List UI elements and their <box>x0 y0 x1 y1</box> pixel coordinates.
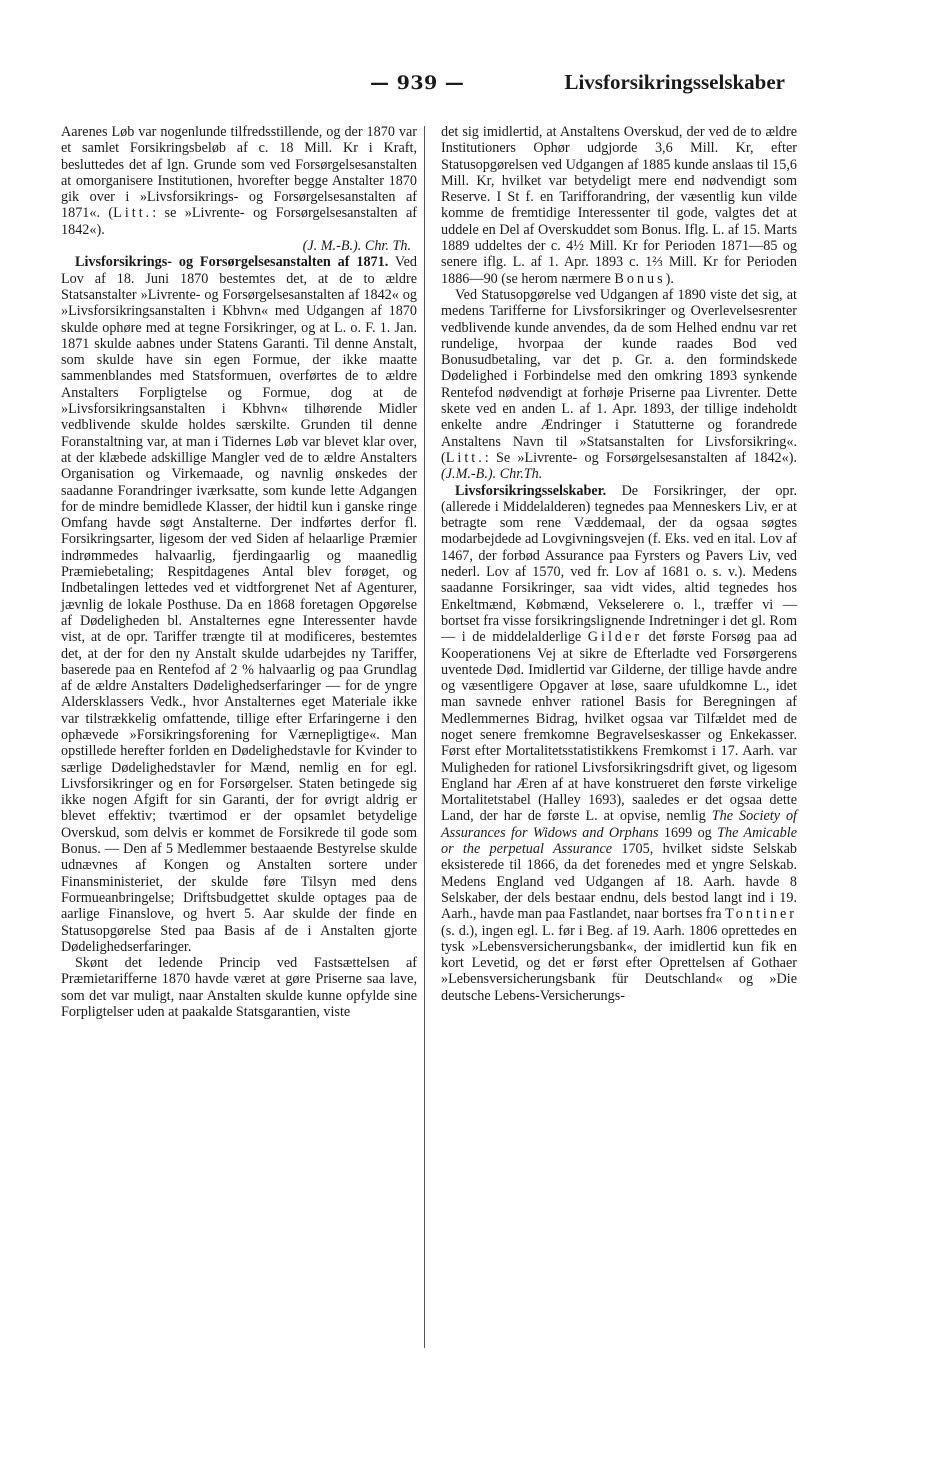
paragraph: det sig imidlertid, at Anstaltens Overskud, der ved de to ældre Institutioners Ophør udgjorde 3,6 Mill. Kr, efter Statusopgørelsen ved Udgangen af 1885 kunde anslaas til 15,6 Mill. Kr, hvilket var betydeligt mere end nødvendigt som Reserve. I St f. en Tarifforandring, der væsentlig kun vilde komme de fremtidige Interessenter til gode, valgtes det at uddele en Del af Overskuddet som Bonus. Iflg. L. af 15. Marts 1889 uddeltes der c. 4½ Mill. Kr for Perioden 1871—85 og senere iflg. L. af 1. Apr. 1893 c. 1⅔ Mill. Kr for Perioden 1886—90 (se herom nærmere Bonus). <box>441 124 797 287</box>
entry: Livsforsikrings- og Forsørgelsesanstalten af 1871. Ved Lov af 18. Juni 1870 bestemtes det, at de to ældre Statsanstalter »Livrente- og Forsørgelsesanstalten af 1842« og »Livsforsikringsanstalten i Kbhvn« med Udgangen af 1870 skulde ophøre med at tegne Forsikringer, og at L. o. F. 1. Jan. 1871 skulde aabnes under Statens Garanti. Til denne Anstalt, som skulde have sin egen Formue, der ikke maatte sammenblandes med Statsformuen, overførtes de to ældre Anstalters Forpligtelse og Formue, dog at de »Livsforsikringsanstalten i Kbhvn« tilhørende Midler vedblivende skulde holdes særskilte. Grunden til denne Foranstaltning var, at man i Tidernes Løb var blevet klar over, at der klæbede adskillige Mangler ved de to ældre Anstalters Organisation og Virkemaade, og navnlig ønskedes der saadanne Forandringer iværksatte, som kunde lette Adgangen for de mindre bemidlede Klasser, der hidtil kun i ganske ringe Omfang havde søgt Anstalterne. Der indførtes derfor fl. Forsikringsarter, ligesom der ved Siden af helaarlige Præmier indrømmedes halvaarlig, fjerdingaarlig og maanedlig Præmiebetaling; Respitdagenes Antal blev forøget, og Indbetalingen lettedes ved et vidtforgrenet Net af Agenturer, jævnlig de lokale Posthuse. Da en 1868 foretagen Opgørelse af Dødeligheden bl. Anstalternes egne Interessenter havde vist, at de opr. Tariffer trængte til at modificeres, bestemtes det, at der for den ny Anstalt skulde udarbejdes ny Tariffer, baserede paa en Rentefod af 2 % halvaarlig og paa Grundlag af de ældre Anstalters Dødelighedserfaringer — for de yngre Aldersklassers Vedk., hvor Anstalternes eget Materiale ikke var tilstrækkelig omfattende, tillige efter Erfaringerne i den ophævede »Forsikringsforening for Værnepligtige«. Man opstillede herefter forlden en Dødelighedstavle for Kvinder to særlige Dødelighedstavler for Mænd, nemlig en for egl. Livsforsikringer og en for Forsørgelser. Staten betingede sig ikke nogen Afgift for sin Garanti, der for øvrigt aldrig er blevet effektiv; tværtimod er der opsamlet betydelige Overskud, som delvis er kommet de Forsikrede til gode som Bonus. — Den af 5 Medlemmer bestaaende Bestyrelse skulde udnævnes af Kongen og Anstalten sortere under Finansministeriet, der skulde føre Tilsyn med dens Formueanbringelse; Driftsbudgettet skulde optages paa de aarlige Finanslove, og hvert 5. Aar skulde der finde en Statusopgørelse Sted paa Basis af de i Anstalten gjorte Dødelighedserfaringer. <box>61 254 417 955</box>
entry-headword: Livsforsikrings- og Forsørgelsesanstalten af 1871. <box>75 254 389 271</box>
entry-headword: Livsforsikringsselskaber. <box>455 482 607 499</box>
signature: (J. M.-B.). Chr. Th. <box>302 238 411 255</box>
page-header <box>370 70 785 104</box>
left-column <box>61 124 417 1020</box>
running-title: Livsforsikringsselskaber <box>564 70 785 94</box>
signature: (J.M.-B.). Chr.Th. <box>441 466 543 483</box>
column-divider <box>424 126 425 1348</box>
paragraph: Ved Statusopgørelse ved Udgangen af 1890 viste det sig, at medens Tarifferne for Livsforsikringer og Overlevelsesrenter vedblivende kunde anvendes, da de som Helhed endnu var ret rundelige, hvorpaa der kunde raades Bod ved Bonusudbetaling, var det p. Gr. a. den formindskede Dødelighed i Forbindelse med den omkring 1893 synkende Rentefod nødvendigt at forhøje Priserne paa Livrenter. Dette skete ved en anden L. af 1. Apr. 1893, der tillige indeholdt enkelte andre Ændringer i Statutterne og forandrede Anstaltens Navn til »Statsanstalten for Livsforsikring«. (Litt.: Se »Livrente- og Forsørgelsesanstalten af 1842«). (J.M.-B.). Chr.Th. <box>441 286 797 483</box>
page-number: — 939 — <box>370 72 465 94</box>
paragraph: Aarenes Løb var nogenlunde tilfredsstillende, og der 1870 var et samlet Forsikringsbeløb af c. 18 Mill. Kr i Kraft, besluttedes det af lgn. Grunde som ved Forsørgelsesanstalten at omorganisere Institutionen, hvorefter begge Anstalter 1870 gik over i »Livsforsikrings- og Forsørgelsesanstalten af 1871«. (Litt.: se »Livrente- og Forsørgelsesanstalten af 1842«). <box>61 124 417 238</box>
right-column <box>441 124 797 1004</box>
paragraph: Skønt det ledende Princip ved Fastsættelsen af Præmietarifferne 1870 havde været at gøre Priserne saa lave, som det var muligt, naar Anstalten skulde kunne opfylde sine Forpligtelser uden at paakalde Statsgarantien, viste <box>61 955 417 1021</box>
entry: Livsforsikringsselskaber. De Forsikringer, der opr. (allerede i Middelalderen) tegnedes paa Menneskers Liv, er at betragte som rene Væddemaal, der da ogsaa søgtes modarbejdede ad Lovgivningsvejen (f. Eks. ved en ital. Lov af 1467, der forbød Assurance paa Fyrsters og Pavers Liv, ved nederl. Lov af 1570, ved fr. Lov af 1681 o. s. v.). Medens saadanne Forsikringer, saa vidt vides, altid tegnedes hos Enkeltmænd, Købmænd, Vekselerere o. l., træffer vi — bortset fra visse forsikringslignende Indretninger i det gl. Rom — i de middelalderlige Gilder det første Forsøg paa ad Kooperationens Vej at sikre de Efterladte ved Forsørgerens uventede Død. Imidlertid var Gilderne, der tillige havde andre og væsentligere Opgaver at løse, saare ufuldkomne L., idet man savnede enhver rationel Basis for Beregningen af Medlemmernes Bidrag, hvilket ogsaa var Tilfældet med de noget senere fremkomne Begravelseskasser og Enkekasser. Først efter Mortalitetsstatistikkens Fremkomst i 17. Aarh. var Muligheden for rationel Livsforsikringsdrift givet, og ligesom England har Æren af at have konstrueret den første virkelige Mortalitetstabel (Halley 1693), saaledes er det ogsaa dette Land, der har de første L. at opvise, nemlig The Society of Assurances for Widows and Orphans 1699 og The Amicable or the perpetual Assurance 1705, hvilket sidste Selskab eksisterede til 1866, da det forenedes med et yngre Selskab. Medens England ved Udgangen af 18. Aarh. havde 8 Selskaber, der dels bestaar endnu, dels bestod langt ind i 19. Aarh., havde man paa Fastlandet, naar bortses fra Tontiner (s. d.), ingen egl. L. før i Beg. af 19. Aarh. 1806 oprettedes en tysk »Lebensversicherungsbank«, der imidlertid kun fik en kort Levetid, og det er først efter Oprettelsen af Gothaer »Lebensversicherungsbank für Deutschland« og »Die deutsche Lebens-Versicherungs- <box>441 482 798 1004</box>
